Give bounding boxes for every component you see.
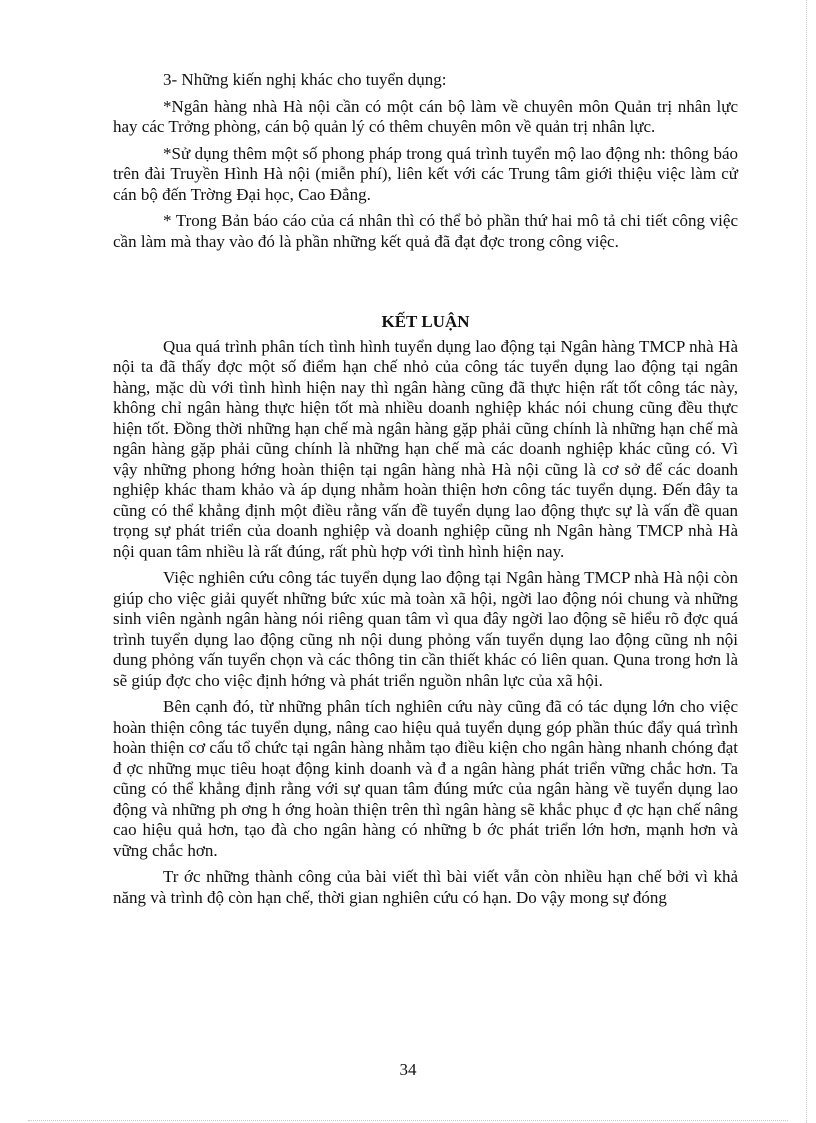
recommendation-item: *Sử dụng thêm một số phong pháp trong quá trình tuyển mộ lao động nh: thông báo trên đài Truyền Hình Hà nội (miễn phí), liên kết với các Trung tâm giới thiệu việc làm cử cán bộ đến Trờng Đại học, Cao Đẳng. [113,143,738,204]
recommendation-item: * Trong Bản báo cáo của cá nhân thì có thể bỏ phần thứ hai mô tả chi tiết công việc cần làm mà thay vào đó là phần những kết quả đã đạt đợc trong công việc. [113,211,738,251]
conclusion-paragraph: Qua quá trình phân tích tình hình tuyển dụng lao động tại Ngân hàng TMCP nhà Hà nội ta đã thấy đợc một số điểm hạn chế nhỏ của công tác tuyển dụng lao động tại ngân hàng, mặc dù với tình hình hiện nay thì ngân hàng cũng đã thực hiện rất tốt công tác này, không chỉ ngân hàng thực hiện tốt mà nhiều doanh nghiệp khác nói chung cũng đều thực hiện tốt. Đồng thời những hạn chế mà ngân hàng gặp phải cũng chính là những hạn chế mà ngân hàng gặp phải cũng chính là những hạn chế mà các doanh nghiệp khác cũng có. Vì vậy những phong hớng hoàn thiện tại ngân hàng nhà Hà nội cũng là cơ sở để các doanh nghiệp khác tham khảo và áp dụng nhằm hoàn thiện hơn công tác tuyển dụng. Đến đây ta cũng có thể khẳng định một điều rằng vấn đề tuyển dụng lao động thực sự là vấn đề quan trọng sự phát triển của doanh nghiệp và doanh nghiệp cũng nh Ngân hàng TMCP nhà Hà nội quan tâm nhiều là rất đúng, rất phù hợp với tình hình hiện nay. [113,336,738,561]
recommendation-item: *Ngân hàng nhà Hà nội cần có một cán bộ làm về chuyên môn Quản trị nhân lực hay các Trởng phòng, cán bộ quản lý có thêm chuyên môn về quản trị nhân lực. [113,96,738,136]
conclusion-paragraph: Tr ớc những thành công của bài viết thì bài viết vẫn còn nhiều hạn chế bởi vì khả năng và trình độ còn hạn chế, thời gian nghiên cứu có hạn. Do vậy mong sự đóng [113,867,738,907]
conclusion-title: KẾT LUẬN [381,312,470,331]
page-number: 34 [399,1060,417,1079]
conclusion-paragraph: Bên cạnh đó, từ những phân tích nghiên cứu này cũng đã có tác dụng lớn cho việc hoàn thiện công tác tuyển dụng, nâng cao hiệu quả tuyển dụng góp phần thúc đẩy quá trình hoàn thiện cơ cấu tổ chức tại ngân hàng nhằm tạo điều kiện cho ngân hàng nhanh chóng đạt đ ợc những mục tiêu hoạt động kinh doanh và đ a ngân hàng phát triển vững chắc hơn. Ta cũng có thể khẳng định rằng với sự quan tâm đúng mức của ngân hàng về tuyển dụng lao động và những ph ơng h ớng hoàn thiện trên thì ngân hàng sẽ khắc phục đ ợc hạn chế nâng cao hiệu quả hơn, tạo đà cho ngân hàng có những b ớc phát triển lớn hơn, mạnh hơn và vững chắc hơn. [113,697,738,860]
section-heading: 3- Những kiến nghị khác cho tuyển dụng: [163,70,447,89]
page-content [113,70,738,908]
conclusion-paragraph: Việc nghiên cứu công tác tuyển dụng lao động tại Ngân hàng TMCP nhà Hà nội còn giúp cho việc giải quyết những bức xúc mà toàn xã hội, ngời lao động nói chung và những sinh viên ngành ngân hàng nói riêng quan tâm vì qua đây ngời lao động sẽ hiểu rõ đợc quá trình tuyển dụng lao động cũng nh nội dung phỏng vấn tuyển dụng lao động cũng nh nội dung phỏng vấn tuyển chọn và các thông tin cần thiết khác có liên quan. Quna trong hơn là sẽ giúp đợc cho việc định hớng và phát triển nguồn nhân lực của xã hội. [113,568,738,690]
page-edge-border [806,0,807,1123]
page-bottom-border [28,1120,788,1121]
